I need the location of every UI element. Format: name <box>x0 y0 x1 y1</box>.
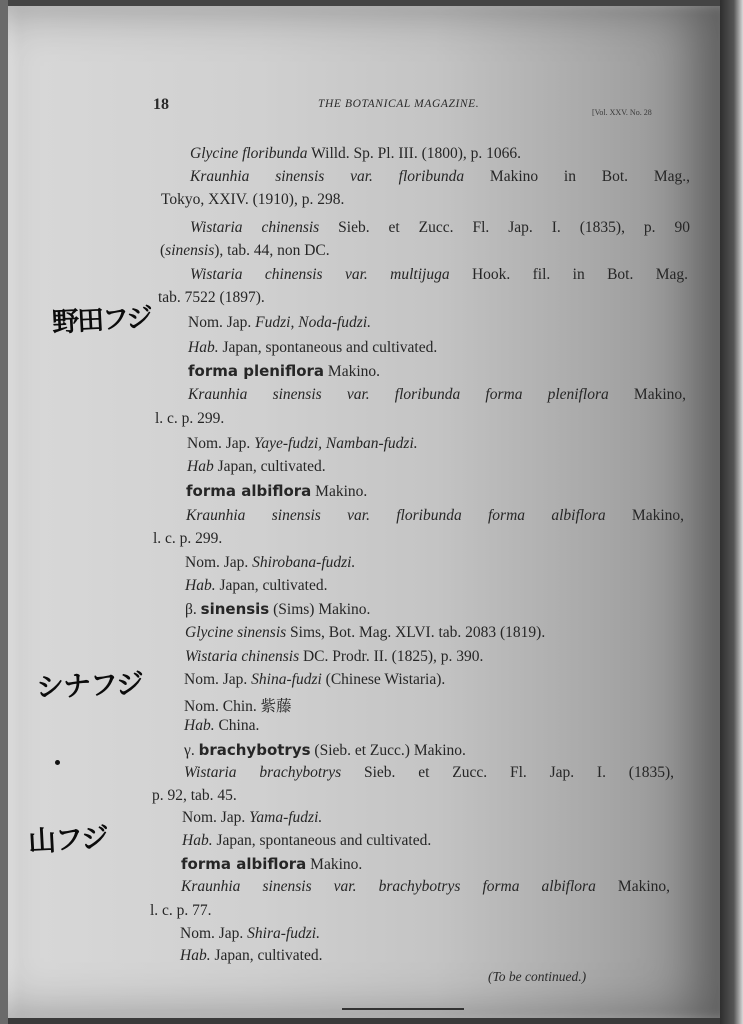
italic-text: Shirobana-fudzi. <box>252 554 356 571</box>
text-line <box>188 386 686 404</box>
handwritten-note-noda-fuji: 野田フジ <box>51 302 152 339</box>
text-run: (Sims) Makino. <box>269 601 371 618</box>
journal-title: THE BOTANICAL MAGAZINE. <box>318 98 480 110</box>
text-run: Japan, cultivated. <box>213 458 326 475</box>
to-be-continued: (To be continued.) <box>488 969 587 984</box>
italic-text: Kraunhia sinensis var. brachybotrys forma albiflora <box>181 878 596 895</box>
text-line <box>184 694 292 716</box>
text-line <box>186 507 684 525</box>
text-line <box>190 145 521 163</box>
text-line <box>188 339 437 357</box>
text-run: β. <box>185 601 201 618</box>
text-run: Japan, spontaneous and cultivated. <box>212 832 432 849</box>
text-run: p. 92, tab. 45. <box>152 787 237 804</box>
footer-rule <box>342 1008 464 1010</box>
text-run: Hook. fil. in Bot. Mag. <box>449 266 688 283</box>
text-line <box>184 671 445 689</box>
text-line <box>185 600 370 619</box>
italic-text: Kraunhia sinensis var. floribunda forma albiflora <box>186 507 606 524</box>
text-run: Nom. Jap. <box>182 809 250 826</box>
text-line <box>152 787 237 805</box>
text-run: ( <box>160 242 166 259</box>
bold-text: brachybotrys <box>198 741 311 759</box>
text-run: (Sieb. et Zucc.) Makino. <box>310 742 466 759</box>
italic-text: Hab <box>187 458 214 475</box>
text-line <box>187 458 326 476</box>
italic-text: Wistaria chinensis <box>185 648 300 665</box>
text-run: Tokyo, XXIV. (1910), p. 298. <box>161 191 345 208</box>
text-run: DC. Prodr. II. (1825), p. 390. <box>299 648 484 665</box>
text-line <box>180 947 322 965</box>
text-run: Sims, Bot. Mag. XLVI. tab. 2083 (1819). <box>286 624 546 641</box>
text-run: γ. <box>184 742 199 759</box>
text-line <box>184 717 259 735</box>
text-line <box>181 878 670 896</box>
italic-text: Hab. <box>188 339 219 356</box>
page-number: 18 <box>153 96 169 113</box>
volume-info: [Vol. XXV. No. 28 <box>592 108 652 117</box>
italic-text: sinensis <box>165 242 215 259</box>
text-run: l. c. p. 299. <box>153 530 223 547</box>
italic-text: Shina-fudzi <box>251 671 322 688</box>
text-run: Nom. Jap. <box>187 435 255 452</box>
bold-text: sinensis <box>200 600 270 618</box>
italic-text: Hab. <box>182 832 213 849</box>
text-run: Sieb. et Zucc. Fl. Jap. I. (1835), p. 90 <box>319 219 690 236</box>
text-run: l. c. p. 299. <box>155 410 225 427</box>
italic-text: Yama-fudzi. <box>249 809 323 826</box>
text-run: Willd. Sp. Pl. III. (1800), p. 1066. <box>307 145 522 162</box>
text-run: Japan, spontaneous and cultivated. <box>218 339 438 356</box>
text-line <box>185 577 327 595</box>
italic-text: Wistaria brachybotrys <box>184 764 342 781</box>
text-run: Makino. <box>311 483 368 500</box>
text-line <box>190 219 690 237</box>
text-line <box>187 435 418 453</box>
bold-text: forma pleniflora <box>188 362 325 380</box>
text-run: Nom. Jap. <box>185 554 253 571</box>
text-line <box>186 482 367 501</box>
text-run: l. c. p. 77. <box>150 902 212 919</box>
text-line <box>188 362 380 381</box>
italic-text: Kraunhia sinensis var. floribunda <box>190 168 465 185</box>
text-run: ), tab. 44, non DC. <box>214 242 330 259</box>
italic-text: Wistaria chinensis <box>190 219 320 236</box>
italic-text: Yaye-fudzi, Namban-fudzi. <box>254 435 418 452</box>
text-line <box>161 191 344 209</box>
text-line <box>158 289 265 307</box>
scan-border-left <box>0 0 8 1024</box>
text-run: Japan, cultivated. <box>210 947 323 964</box>
text-run: Nom. Jap. <box>188 314 256 331</box>
text-run: Nom. Chin. 紫藤 <box>184 698 292 715</box>
text-run: Nom. Jap. <box>180 925 248 942</box>
bold-text: forma albiflora <box>181 855 307 873</box>
text-run: Makino. <box>324 363 380 380</box>
italic-text: Glycine floribunda <box>190 145 308 162</box>
text-line <box>153 530 222 548</box>
text-run: Makino, <box>608 386 686 403</box>
text-run: tab. 7522 (1897). <box>158 289 265 306</box>
scan-border-right <box>720 0 743 1024</box>
italic-text: Hab. <box>184 717 215 734</box>
text-line <box>181 855 362 874</box>
text-run: Nom. Jap. <box>184 671 252 688</box>
text-run: Japan, cultivated. <box>215 577 328 594</box>
handwritten-note-shina-fuji: シナフジ <box>35 667 144 704</box>
text-line <box>185 554 355 572</box>
text-line <box>190 168 690 186</box>
text-line <box>182 832 431 850</box>
text-line <box>185 624 545 642</box>
text-line <box>184 764 674 782</box>
italic-text: Hab. <box>180 947 211 964</box>
italic-text: Glycine sinensis <box>185 624 287 641</box>
handwritten-note-yama-fuji: 山フジ <box>27 820 109 859</box>
text-run: Sieb. et Zucc. Fl. Jap. I. (1835), <box>341 764 674 781</box>
italic-text: Shira-fudzi. <box>247 925 320 942</box>
italic-text: Kraunhia sinensis var. floribunda forma pleniflora <box>188 386 609 403</box>
italic-text: Wistaria chinensis var. multijuga <box>190 266 450 283</box>
text-line <box>185 648 483 666</box>
text-line <box>150 902 212 920</box>
italic-text: Hab. <box>185 577 216 594</box>
text-line <box>160 242 330 260</box>
text-line <box>190 266 688 284</box>
text-run: Makino, <box>605 507 685 524</box>
bold-text: forma albiflora <box>186 482 312 500</box>
text-run: Makino, <box>595 878 671 895</box>
text-run: China. <box>214 717 260 734</box>
text-line <box>155 410 224 428</box>
text-run: Makino. <box>306 856 363 873</box>
text-line <box>180 925 320 943</box>
text-line <box>182 809 322 827</box>
ink-dot <box>55 760 60 765</box>
text-line <box>188 314 371 332</box>
text-line <box>184 741 466 760</box>
text-run: Makino in Bot. Mag., <box>464 168 690 185</box>
italic-text: Fudzi, Noda-fudzi. <box>255 314 371 331</box>
text-run: (Chinese Wistaria). <box>321 671 446 688</box>
